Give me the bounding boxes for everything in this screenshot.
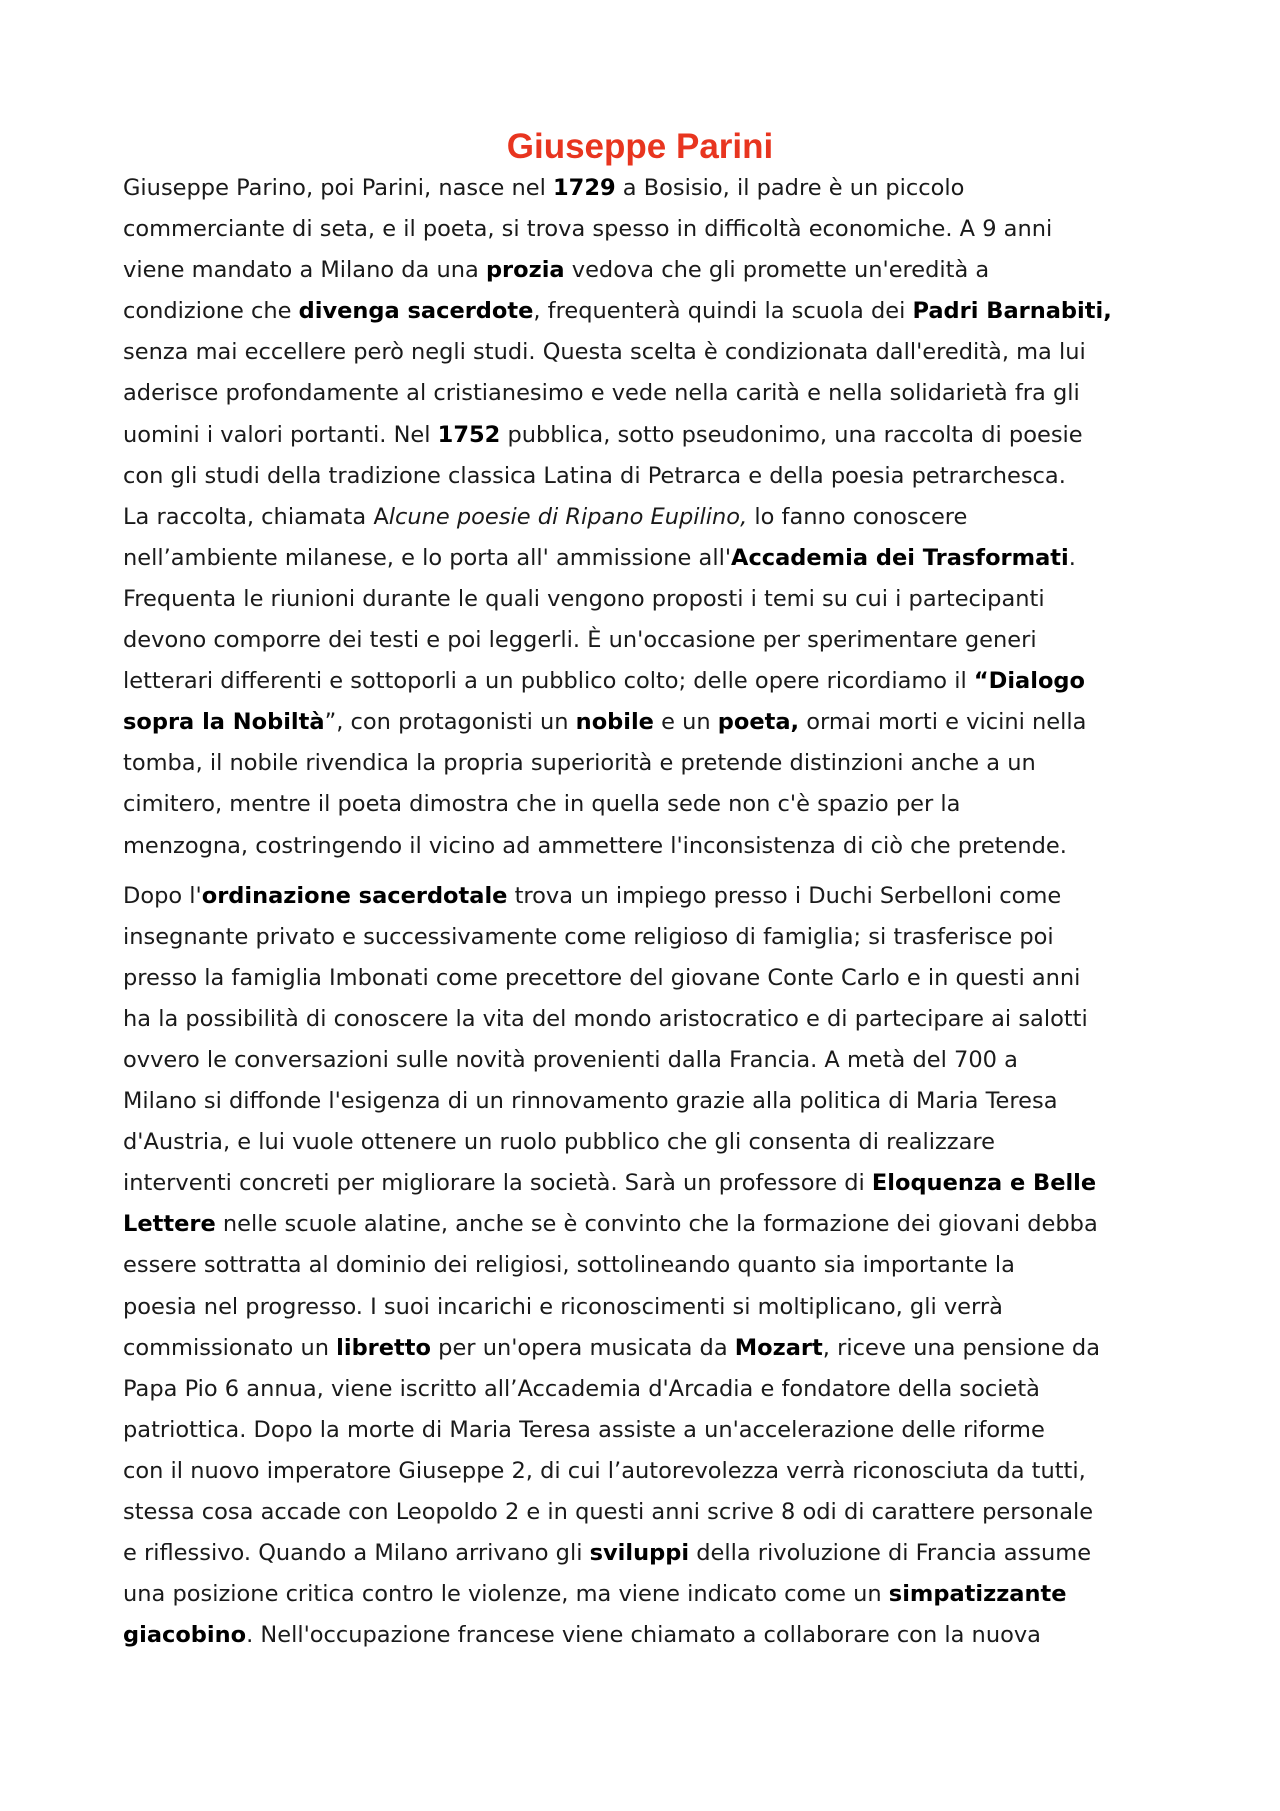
bold-text: ordinazione sacerdotale (201, 882, 508, 909)
bold-text: prozia (485, 257, 565, 284)
text-line (123, 999, 1173, 1040)
text-run: trova un impiego presso i Duchi Serbelloni come (507, 882, 1062, 909)
text-line (123, 661, 1173, 702)
text-run: Dopo l' (123, 882, 202, 909)
bold-text: Padri Barnabiti, (912, 298, 1112, 325)
paragraph (123, 876, 1173, 1657)
text-line (123, 1040, 1173, 1081)
text-line (123, 620, 1173, 661)
text-run: ”, con protagonisti un (324, 709, 576, 736)
text-run: commerciante di seta, e il poeta, si trova spesso in difficoltà economiche. A 9 anni (123, 216, 1053, 243)
text-line (123, 456, 1173, 497)
text-run: una posizione critica contro le violenze, ma viene indicato come un (123, 1581, 889, 1608)
text-line (123, 250, 1173, 291)
text-run: vedova che gli promette un'eredità a (564, 257, 990, 284)
text-line (123, 917, 1173, 958)
bold-text: Mozart (734, 1334, 823, 1361)
text-run: viene mandato a Milano da una (123, 257, 486, 284)
bold-text: 1729 (553, 175, 616, 201)
text-run: tomba, il nobile rivendica la propria superiorità e pretende distinzioni anche a un (123, 750, 1036, 777)
text-run: Milano si diffonde l'esigenza di un rinnovamento grazie alla politica di Maria Teresa (123, 1088, 1058, 1115)
text-run: menzogna, costringendo il vicino ad ammettere l'inconsistenza di ciò che pretende. (123, 832, 1067, 859)
text-run: ormai morti e vicini nella (799, 709, 1087, 736)
bold-text: giacobino (123, 1622, 247, 1649)
text-run: letterari differenti e sottoporli a un pubblico colto; delle opere ricordiamo il (123, 668, 974, 695)
text-line (123, 1369, 1173, 1410)
bold-text: poeta, (717, 709, 800, 736)
text-run: nelle scuole alatine, anche se è convinto che la formazione dei giovani debba (215, 1211, 1098, 1238)
text-run: con il nuovo imperatore Giuseppe 2, di cui l’autorevolezza verrà riconosciuta da tutti, (123, 1457, 1086, 1484)
text-run: La raccolta, chiamata A (123, 503, 389, 530)
text-run: aderisce profondamente al cristianesimo e vede nella carità e nella solidarietà fra gli (123, 380, 1080, 407)
text-run: ha la possibilità di conoscere la vita del mondo aristocratico e di partecipare ai salotti (123, 1005, 1088, 1032)
text-run: della rivoluzione di Francia assume (689, 1540, 1092, 1567)
bold-text: libretto (336, 1334, 432, 1361)
text-run: interventi concreti per migliorare la società. Sarà un professore di (123, 1170, 872, 1197)
text-run: patriottica. Dopo la morte di Maria Teresa assiste a un'accelerazione delle riforme (123, 1416, 1045, 1443)
text-line (123, 826, 1173, 867)
text-line (123, 958, 1173, 999)
text-run: . Nell'occupazione francese viene chiamato a collaborare con la nuova (246, 1622, 1041, 1649)
text-run: per un'opera musicata da (431, 1334, 735, 1361)
text-run: , frequenterà quindi la scuola dei (533, 298, 913, 325)
text-line (123, 209, 1173, 250)
text-line (123, 1451, 1173, 1492)
text-run: d'Austria, e lui vuole ottenere un ruolo pubblico che gli consenta di realizzare (123, 1129, 996, 1156)
text-line (123, 876, 1173, 917)
body-text (123, 168, 1173, 1656)
text-run: uomini i valori portanti. Nel (123, 421, 438, 448)
text-line (123, 1204, 1173, 1245)
text-run: pubblica, sotto pseudonimo, una raccolta di poesie (500, 421, 1083, 448)
text-line (123, 1410, 1173, 1451)
text-run: , riceve una pensione da (822, 1334, 1101, 1361)
text-line (123, 1122, 1173, 1163)
text-line (123, 579, 1173, 620)
text-run: . (1068, 544, 1076, 571)
text-run: commissionato un (123, 1334, 337, 1361)
bold-text: divenga sacerdote (298, 298, 534, 325)
text-run: e riflessivo. Quando a Milano arrivano gli (123, 1540, 590, 1567)
bold-text: “Dialogo (973, 668, 1085, 695)
text-run: senza mai eccellere però negli studi. Questa scelta è condizionata dall'eredità, ma lui (123, 339, 1086, 366)
text-run: nell’ambiente milanese, e lo porta all' ammissione all' (123, 544, 732, 571)
text-run: poesia nel progresso. I suoi incarichi e riconoscimenti si moltiplicano, gli verrà (123, 1293, 1003, 1320)
text-run: Frequenta le riunioni durante le quali vengono proposti i temi su cui i partecipanti (123, 585, 1045, 612)
bold-text: sopra la Nobiltà (123, 709, 325, 736)
text-line (123, 1328, 1173, 1369)
text-line (123, 1245, 1173, 1286)
paragraph (123, 168, 1173, 867)
text-line (123, 1492, 1173, 1533)
text-run: e un (653, 709, 718, 736)
text-line (123, 1287, 1173, 1328)
italic-text: lcune poesie di Ripano Eupilino, (388, 503, 748, 530)
bold-text: nobile (575, 709, 654, 736)
text-line (123, 1533, 1173, 1574)
text-line (123, 743, 1173, 784)
text-line (123, 784, 1173, 825)
text-run: a Bosisio, il padre è un piccolo (615, 175, 965, 201)
text-line (123, 373, 1173, 414)
text-line (123, 497, 1173, 538)
text-run: presso la famiglia Imbonati come precettore del giovane Conte Carlo e in questi anni (123, 964, 1081, 991)
bold-text: simpatizzante (888, 1581, 1067, 1608)
text-run: stessa cosa accade con Leopoldo 2 e in questi anni scrive 8 odi di carattere personale (123, 1499, 1094, 1525)
bold-text: 1752 (437, 421, 501, 448)
text-line (123, 415, 1173, 456)
text-run: ovvero le conversazioni sulle novità provenienti dalla Francia. A metà del 700 a (123, 1046, 1018, 1073)
bold-text: Eloquenza e Belle (871, 1170, 1097, 1197)
text-line (123, 702, 1173, 743)
text-run: cimitero, mentre il poeta dimostra che in quella sede non c'è spazio per la (123, 791, 961, 818)
text-run: Giuseppe Parino, poi Parini, nasce nel (123, 175, 554, 201)
bold-text: sviluppi (589, 1540, 690, 1567)
text-line (123, 1574, 1173, 1615)
page-title: Giuseppe Parini (506, 127, 774, 166)
text-run: condizione che (123, 298, 299, 325)
bold-text: Accademia dei Trasformati (731, 544, 1069, 571)
text-line (123, 332, 1173, 373)
text-run: essere sottratta al dominio dei religiosi, sottolineando quanto sia importante la (123, 1252, 1015, 1279)
text-line (123, 538, 1173, 579)
text-run: insegnante privato e successivamente come religioso di famiglia; si trasferisce poi (123, 923, 1054, 950)
text-line (123, 1163, 1173, 1204)
text-run: con gli studi della tradizione classica Latina di Petrarca e della poesia petrarchesca. (123, 462, 1066, 489)
text-line (123, 168, 1173, 209)
text-run: lo fanno conoscere (747, 503, 968, 530)
bold-text: Lettere (123, 1211, 216, 1238)
text-line (123, 1081, 1173, 1122)
text-run: devono comporre dei testi e poi leggerli. È un'occasione per sperimentare generi (123, 627, 1037, 654)
text-run: Papa Pio 6 annua, viene iscritto all’Accademia d'Arcadia e fondatore della società (123, 1375, 1040, 1402)
text-line (123, 291, 1173, 332)
text-line (123, 1615, 1173, 1656)
